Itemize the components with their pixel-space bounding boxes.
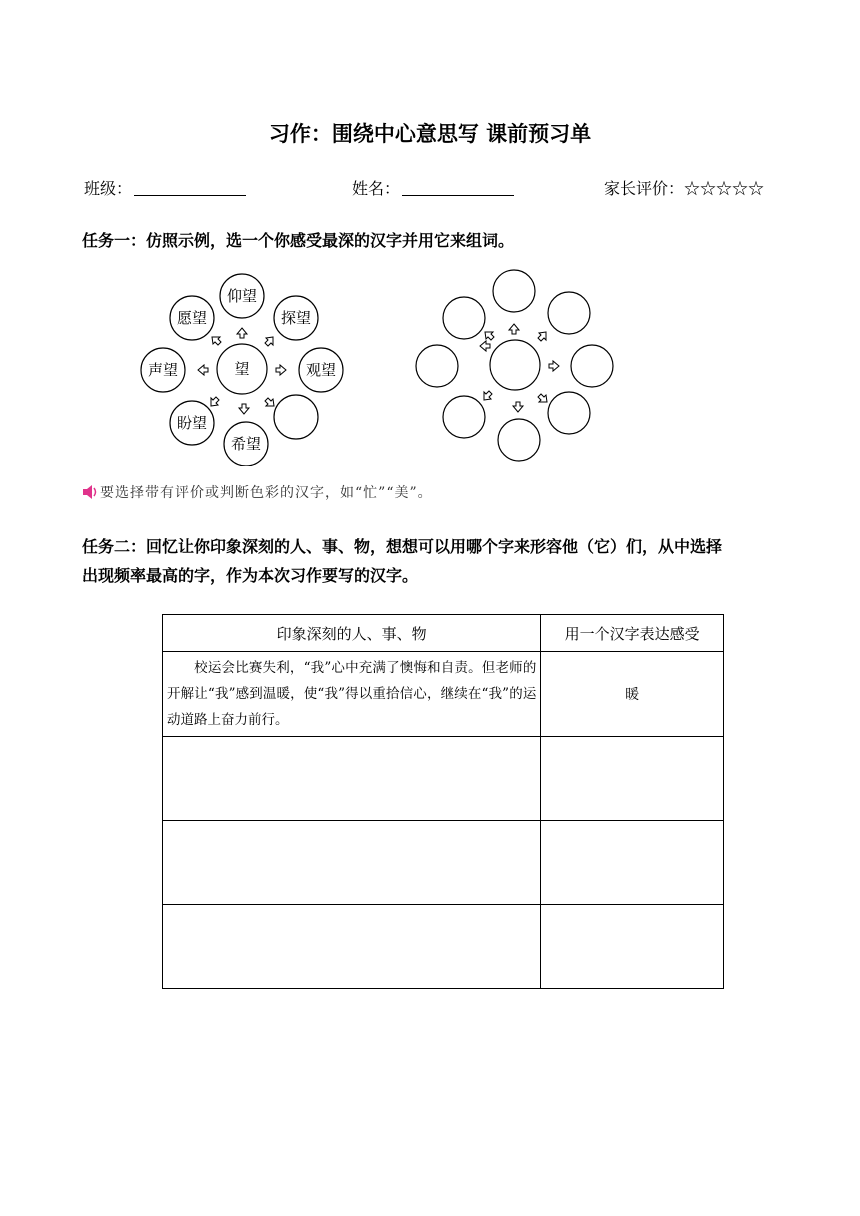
arrow-icon [239,404,249,414]
name-label: 姓名： [352,179,401,198]
rating-label: 家长评价： [604,179,685,198]
arrow-icon [237,328,247,338]
arrow-icon [211,397,219,406]
table-row [163,905,724,989]
word-shengwang: 声望 [147,361,179,379]
word-circle[interactable] [274,395,318,439]
example-text-cell [163,652,541,737]
example-word-diagram [130,266,360,466]
center-circle-blank[interactable] [490,340,540,390]
hint-note [82,482,433,502]
impression-table [162,614,724,989]
arrow-icon [265,337,273,346]
word-circle-blank[interactable] [548,292,590,334]
center-word: 望 [234,360,250,378]
header-impression: 印象深刻的人、事、物 [163,615,541,652]
word-xiwang: 希望 [230,435,262,453]
blank-word-diagram [408,264,624,470]
table-header-row [163,615,724,652]
arrow-icon [212,337,221,345]
table-row [163,737,724,821]
arrow-icon [538,332,546,341]
arrow-icon [480,341,490,351]
arrow-icon [538,394,547,402]
arrow-icon [549,361,559,371]
word-circle-blank[interactable] [548,392,590,434]
word-circle-blank[interactable] [498,419,540,461]
word-guanwang: 观望 [305,361,337,379]
word-circle-blank[interactable] [416,345,458,387]
name-blank[interactable] [402,179,514,196]
impression-input-cell[interactable] [163,737,541,821]
example-char-cell: 暖 [541,652,724,737]
task1-heading: 任务一：仿照示例，选一个你感受最深的汉字并用它来组词。 [82,231,515,250]
word-circle-blank[interactable] [493,270,535,312]
task2-heading [82,532,722,590]
header-character: 用一个汉字表达感受 [541,615,724,652]
arrow-icon [484,391,492,400]
arrow-icon [265,398,274,406]
character-input-cell[interactable] [541,821,724,905]
arrow-icon [513,402,523,412]
rating-stars[interactable]: ☆☆☆☆☆ [684,179,765,198]
word-yangwang: 仰望 [226,287,258,305]
table-row [163,821,724,905]
word-circle-blank[interactable] [443,297,485,339]
word-yuanwang: 愿望 [176,309,208,327]
arrow-icon [198,365,208,375]
class-field [84,176,246,199]
arrow-icon [485,332,494,340]
word-tanwang: 探望 [280,309,312,327]
arrow-icon [509,324,519,334]
impression-input-cell[interactable] [163,821,541,905]
page-title: 习作：围绕中心意思写 课前预习单 [268,122,592,146]
arrow-icon [276,365,286,375]
task2-heading-line1: 任务二：回忆让你印象深刻的人、事、物，想想可以用哪个字来形容他（它）们，从中选择 [82,537,723,556]
word-panwang: 盼望 [176,414,208,432]
class-label: 班级： [84,179,133,198]
task2-heading-line2: 出现频率最高的字，作为本次习作要写的汉字。 [82,566,419,585]
class-blank[interactable] [134,179,246,196]
character-input-cell[interactable] [541,737,724,821]
hint-text: 要选择带有评价或判断色彩的汉字，如“忙”“美”。 [100,485,433,501]
parent-rating [604,176,764,199]
example-text: 校运会比赛失利，“我”心中充满了懊悔和自责。但老师的开解让“我”感到温暖，使“我”得以重拾信心，继续在“我”的运动道路上奋力前行。 [167,660,537,728]
speaker-icon [82,485,98,499]
impression-input-cell[interactable] [163,905,541,989]
word-circle-blank[interactable] [571,345,613,387]
character-input-cell[interactable] [541,905,724,989]
word-circle-blank[interactable] [443,396,485,438]
table-row-example [163,652,724,737]
name-field [352,176,514,199]
